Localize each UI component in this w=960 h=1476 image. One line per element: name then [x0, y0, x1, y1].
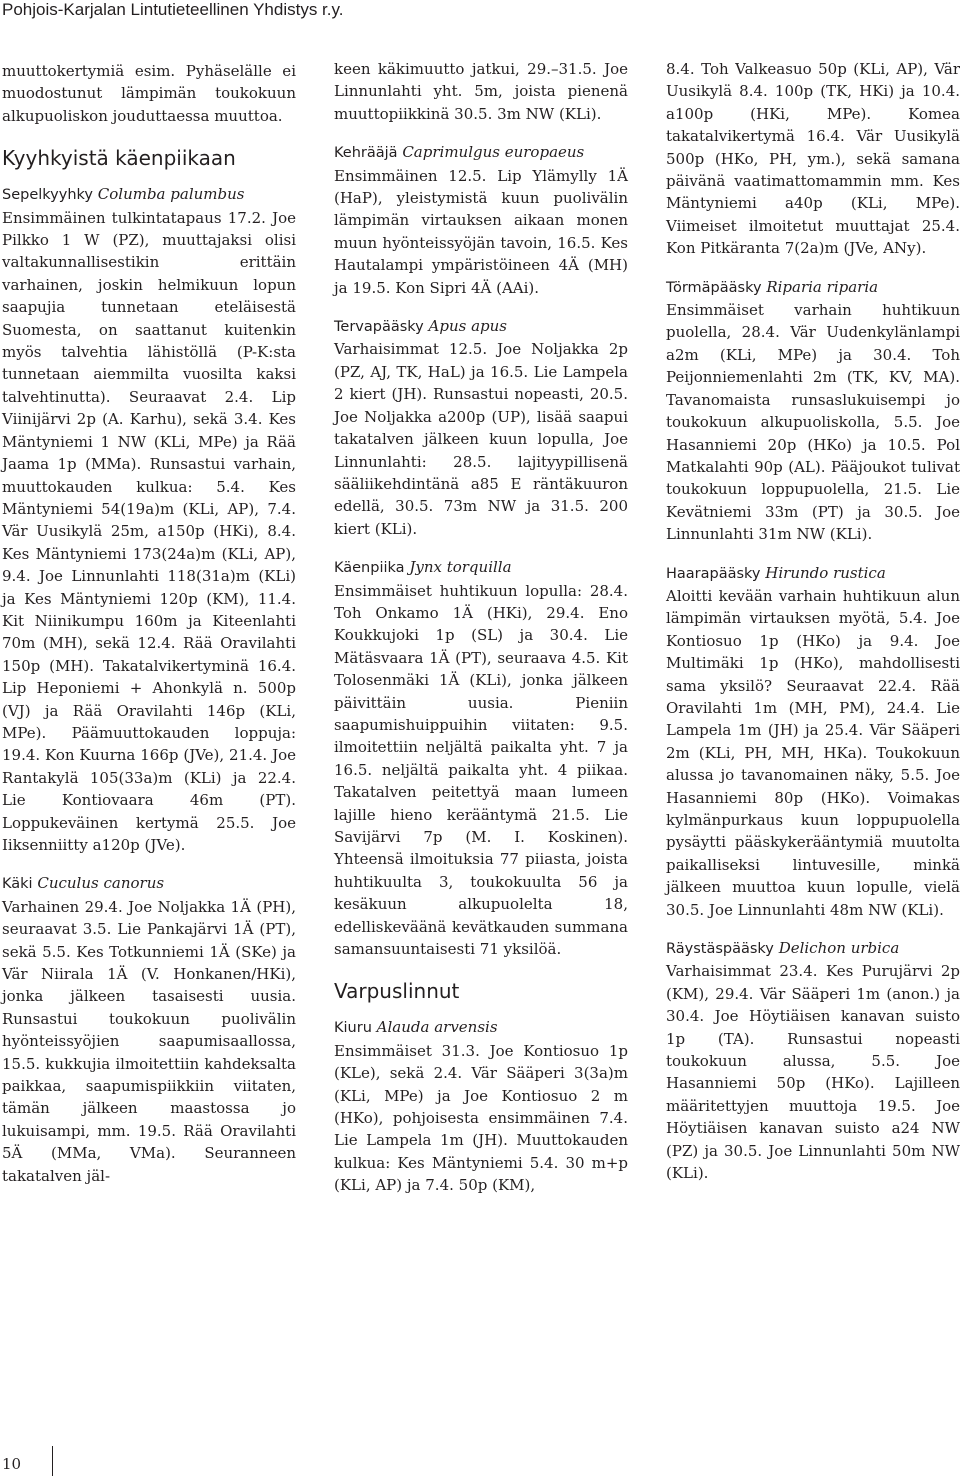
species-heading	[666, 562, 960, 585]
section-heading: Varpuslinnut	[334, 979, 460, 1004]
species-paragraph: Ensimmäiset huhtikuun lopulla: 28.4. Toh Onkamo 1Ä (HKi), 29.4. Eno Koukkujoki 1p (SL) ja 30.4. Lie Mätäsvaara 1Ä (PT), seuraava 4.5. Kit Tolosenmäki 1Ä (KLi), jonka jälkeen päivittäin uusia. Pieniin saapumishuippuihin viitaten: 9.5. ilmoitettiin neljältä paikalta yht. 7 ja 16.5. neljältä paikalta yht. 4 piikaa. Takatalven peitettyä maan lumeen lajille hieno kerääntymä 21.5. Lie Savijärvi 7p (M. I. Koskinen). Yhteensä ilmoituksia 77 piiasta, joista huhtikuulta 3, toukokuulta 56 ja kesäkuun alkupuolelta 18, edelliskeväänä kevätkauden summana samansuuntaisesti 71 yksilöä.	[334, 581, 628, 959]
species-name-finnish: Sepelkyyhky	[2, 187, 93, 204]
species-name-finnish: Törmäpääsky	[666, 279, 762, 296]
paragraph: muuttokertymiä esim. Pyhäselälle ei muodostunut lämpimän toukokuun alkupuoliskon jouduttaessa muuttoa.	[2, 62, 296, 125]
species-heading	[334, 1016, 628, 1039]
species-name-latin: Apus apus	[428, 317, 507, 336]
species-heading	[666, 937, 960, 960]
text-column-1	[2, 60, 296, 1187]
text-column-3	[666, 58, 960, 1185]
species-name-latin: Riparia riparia	[766, 277, 879, 296]
page-number: 10	[2, 1455, 22, 1473]
section-heading: Kyyhkyistä käenpiikaan	[2, 146, 236, 171]
species-heading	[666, 276, 960, 299]
species-name-latin: Jynx torquilla	[409, 558, 512, 577]
species-name-latin: Alauda arvensis	[376, 1018, 498, 1037]
species-paragraph: Ensimmäiset 31.3. Joe Kontiosuo 1p (KLe), sekä 2.4. Vär Sääperi 3(3a)m (KLi, MPe) ja Joe Kontiosuo 2 m (HKo), pohjoisesta ensimmäinen 7.4. Lie Lampela 1m (JH). Muuttokauden kulkua: Kes Mäntyniemi 5.4. 30 m+p (KLi, AP) ja 7.4. 50p (KM),	[334, 1041, 628, 1195]
species-name-finnish: Tervapääsky	[334, 319, 424, 336]
species-heading	[334, 141, 628, 164]
text-column-2	[334, 58, 628, 1197]
species-heading	[334, 315, 628, 338]
species-paragraph: Varhaisimmat 12.5. Joe Noljakka 2p (PZ, AJ, TK, HaL) ja 16.5. Lie Lampela 2 kiert (JH). Runsastui nopeasti, 20.5. Joe Noljakka a200p (UP), lisää saapui takatalven jälkeen kuun lopulla, Joe Linnunlahti: 28.5. lajityypillisenä sääliikehdintänä a85 E räntäkuuron edellä, 30.5. 73m NW ja 31.5. 200 kiert (KLi).	[334, 340, 628, 538]
species-paragraph: Varhaisimmat 23.4. Kes Purujärvi 2p (KM), 29.4. Vär Sääperi 1m (anon.) ja 30.4. Joe Höytiäisen kanavan suisto 1p (TA). Runsastui nopeasti toukokuun alussa, 5.5. Joe Hasanniemi 50p (HKo). Lajilleen määritettyjen muuttoja 19.5. Joe Höytiäisen kanavan suisto a24 NW (PZ) ja 30.5. Joe Linnunlahti 50m NW (KLi).	[666, 962, 960, 1183]
species-name-finnish: Kiuru	[334, 1020, 372, 1037]
species-name-latin: Delichon urbica	[778, 939, 900, 958]
species-name-latin: Caprimulgus europaeus	[402, 143, 585, 162]
species-name-finnish: Haarapääsky	[666, 565, 761, 582]
paragraph: keen käkimuutto jatkui, 29.–31.5. Joe Linnunlahti yht. 5m, joista pienenä muuttopiikkinä 30.5. 3m NW (KLi).	[334, 60, 628, 123]
species-name-finnish: Kehrääjä	[334, 145, 398, 162]
species-name-finnish: Käenpiika	[334, 560, 405, 577]
species-paragraph: Varhainen 29.4. Joe Noljakka 1Ä (PH), seuraavat 3.5. Lie Pankajärvi 1Ä (PT), sekä 5.5. Kes Totkunniemi 1Ä (SKe) ja Vär Niirala 1Ä (V. Honkanen/HKi), jonka jälkeen tasaisesti uusia. Runsastui toukokuun puolivälin hyönteissyöjien saapumisaallossa, 15.5. kukkujia ilmoitettiin kahdeksalta paikkaa, saapumispiikkiin viitaten, tämän jälkeen maastossa jo lukuisampi, mm. 19.5. Rää Oravilahti 5Ä (MMa, VMa). Seuranneen takatalven jäl-	[2, 897, 296, 1185]
species-paragraph: Ensimmäiset varhain huhtikuun puolella, 28.4. Vär Uudenkylänlampi a2m (KLi, MPe) ja 30.4. Toh Peijonniemenlahti 2m (TK, KV, MA). Tavanomaista runsaslukuisempi jo toukokuun alkupuoliskolla, 5.5. Joe Hasanniemi 20p (HKo) ja 10.5. Pol Matkalahti 90p (AL). Pääjoukot tulivat toukokuun loppupuolella, 21.5. Lie Kevätniemi 33m (PT) ja 30.5. Joe Linnunlahti 31m NW (KLi).	[666, 301, 960, 544]
species-paragraph: Ensimmäinen 12.5. Lip Ylämylly 1Ä (HaP), yleistymistä kuun puolivälin lämpimän virtauksen aikaan monen muun hyönteissyöjän tavoin, 16.5. Kes Hautalampi ympäristöineen 4Ä (MH) ja 19.5. Kon Sipri 4Ä (AAi).	[334, 166, 628, 297]
species-name-finnish: Käki	[2, 876, 33, 893]
species-name-finnish: Räystäspääsky	[666, 941, 774, 958]
species-paragraph: Aloitti kevään varhain huhtikuun alun lämpimän virtauksen myötä, 5.4. Joe Kontiosuo 1p (HKo) ja 9.4. Joe Multimäki 1p (HKo), mahdollisesti sama yksilö? Seuraavat 22.4. Rää Oravilahti 1m (MH, PM), 24.4. Lie Lampela 1m (JH) ja 25.4. Vär Sääperi 2m (KLi, PH, MH, HKa). Toukokuun alussa jo tavanomainen näky, 5.5. Joe Hasanniemi 80p (HKo). Voimakas kylmänpurkaus kuun loppupuolella pysäytti pääskykerääntymiä muutolta paikalliseksi lintuvesille, minkä jälkeen muuttoa kuun lopulle, vielä 30.5. Joe Linnunlahti 48m NW (KLi).	[666, 586, 960, 919]
species-name-latin: Hirundo rustica	[765, 563, 886, 582]
species-name-latin: Cuculus canorus	[37, 874, 165, 893]
species-heading	[2, 183, 296, 206]
paragraph: 8.4. Toh Valkeasuo 50p (KLi, AP), Vär Uusikylä 8.4. 100p (TK, HKi) ja 10.4. a100p (HKi, MPe). Komea takatalvikertymä 16.4. Vär Uusikylä 500p (HKo, PH, ym.), sekä samana päivänä vaatimattomammin mm. Kes Mäntyniemi a40p (KLi, MPe). Viimeiset ilmoitetut muuttajat 25.4. Kon Pitkäranta 7(2a)m (JVe, ANy).	[666, 60, 960, 258]
species-paragraph: Ensimmäinen tulkintatapaus 17.2. Joe Pilkko 1 W (PZ), muuttajaksi olisi valtakunnallisestikin erittäin varhainen, joskin helmikuun lopun saapujia tunnetaan eteläisestä Suomesta, on saattanut kuitenkin myös talvehtia lähistöllä (P-K:sta tunnetaan aiemmilta vuosilta kaksi talvehtinutta). Seuraavat 2.4. Lip Viinijärvi 2p (A. Karhu), sekä 3.4. Kes Mäntyniemi 1 NW (KLi, MPe) ja Rää Jaama 1p (MMa). Runsastui varhain, muuttokauden kulkua: 5.4. Kes Mäntyniemi 54(19a)m (KLi, AP), 7.4. Vär Uusikylä 25m, a150p (HKi), 8.4. Kes Mäntyniemi 173(24a)m (KLi, AP), 9.4. Joe Linnunlahti 118(31a)m (KLi) ja Kes Mäntyniemi 120p (KM), 11.4. Kit Niinikumpu 160m ja Kiteenlahti 70m (MH), sekä 12.4. Rää Oravilahti 150p (MH). Takatalvikertyminä 16.4. Lip Heponiemi + Ahonkylä n. 500p (VJ) ja Rää Oravilahti 146p (KLi, MPe). Päämuuttokauden loppuja: 19.4. Kon Kuurna 166p (JVe), 21.4. Joe Rantakylä 105(33a)m (KLi) ja 22.4. Lie Kontiovaara 46m (PT). Loppukeväinen kertymä 25.5. Joe Iiksenniitty a120p (JVe).	[2, 208, 296, 854]
species-heading	[2, 872, 296, 895]
species-heading	[334, 556, 628, 579]
page-rule	[52, 1446, 53, 1476]
species-name-latin: Columba palumbus	[97, 185, 245, 204]
running-head: Pohjois-Karjalan Lintutieteellinen Yhdistys r.y.	[2, 0, 344, 19]
